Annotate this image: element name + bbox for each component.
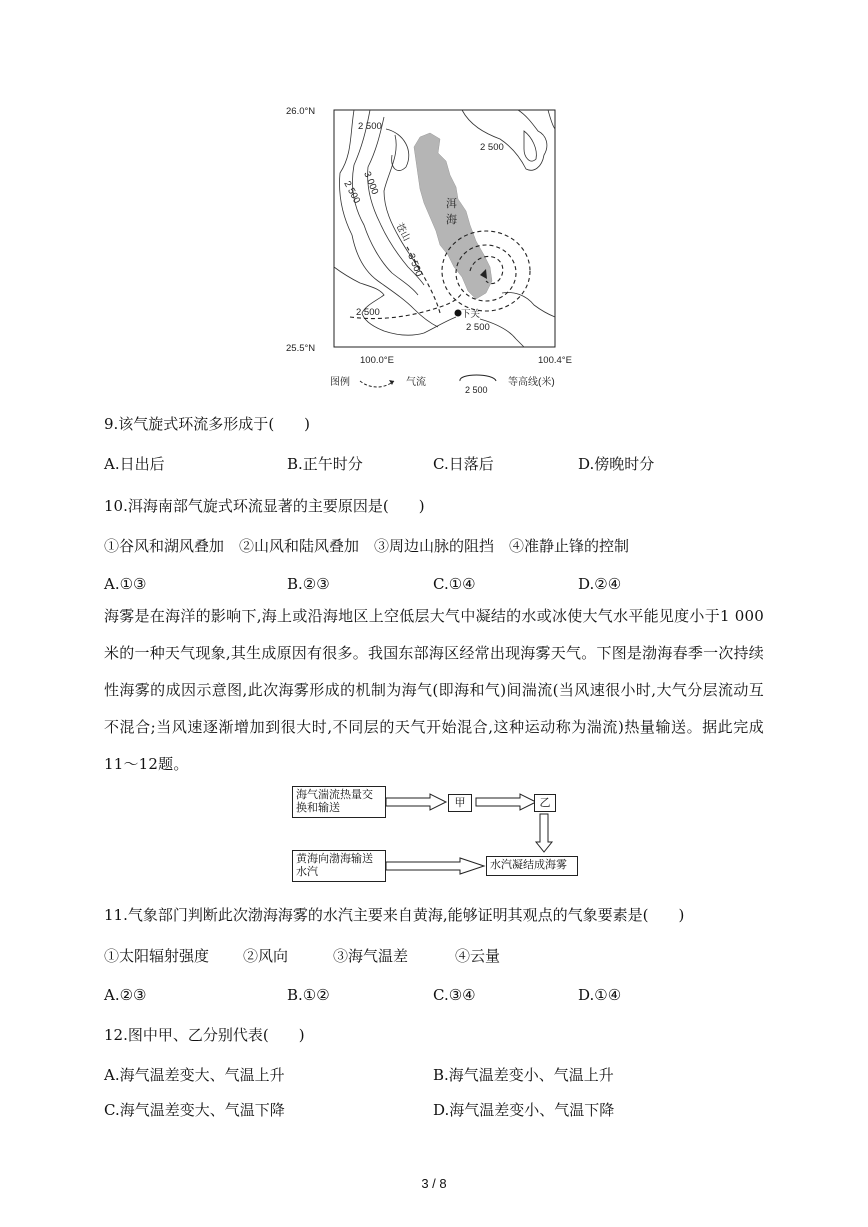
q11-option-c: C.③④ — [433, 986, 476, 1004]
flow-box-vapor-transport: 黄海向渤海输送水汽 — [292, 850, 386, 882]
passage-text: 海雾是在海洋的影响下,海上或沿海地区上空低层大气中凝结的水或冰使大气水平能见度小于1 000米的一种天气现象,其生成原因有很多。我国东部海区经常出现海雾天气。下图是渤海春季一次持续性海雾的成因示意图,此次海雾形成的机制为海气(即海和气)间湍流(当风速很小时,大气分层流动互不混合;当风速逐渐增加到很大时,不同层的天气开始混合,这种运动称为湍流)热量输送。据此完成11～12题。 — [104, 607, 764, 773]
flow-box-heat-exchange: 海气湍流热量交换和输送 — [292, 786, 386, 818]
q11-option-d: D.①④ — [578, 986, 622, 1004]
q12-option-c: C.海气温差变大、气温下降 — [104, 1101, 285, 1119]
q9-option-a: A.日出后 — [104, 455, 165, 473]
lat-bottom-label: 25.5°N — [286, 343, 316, 354]
mountain-label: 苍山 — [393, 221, 412, 244]
q12-stem: 12.图中甲、乙分别代表( ) — [104, 1026, 305, 1044]
q9-option-d: D.傍晚时分 — [578, 455, 655, 473]
q11-option-b: B.①② — [287, 986, 330, 1004]
legend-contour-value: 2 500 — [465, 385, 488, 395]
contour-label-3: 3 000 — [361, 170, 381, 197]
flow-box-fog: 水汽凝结成海雾 — [486, 856, 578, 876]
q10-stem: 10.洱海南部气旋式环流显著的主要原因是( ) — [104, 497, 425, 515]
q11-item-3: ③海气温差 — [333, 947, 409, 965]
q12-option-a: A.海气温差变大、气温上升 — [104, 1066, 285, 1084]
contour-label-7: 2 500 — [466, 322, 490, 333]
q11-stem: 11.气象部门判断此次渤海海雾的水汽主要来自黄海,能够证明其观点的气象要素是( ) — [104, 906, 685, 924]
legend-airflow-label: 气流 — [406, 377, 426, 388]
contour-label-5: 3 500 — [405, 252, 425, 279]
q10-option-a: A.①③ — [104, 575, 147, 593]
q10-option-c: C.①④ — [433, 575, 476, 593]
q10-option-b: B.②③ — [287, 575, 330, 593]
q10-items: ①谷风和湖风叠加 ②山风和陆风叠加 ③周边山脉的阻挡 ④准静止锋的控制 — [104, 537, 630, 555]
q12-option-b: B.海气温差变小、气温上升 — [433, 1066, 614, 1084]
q11-item-2: ②风向 — [243, 947, 289, 965]
contour-label-6: 2 500 — [356, 307, 380, 318]
flow-box-jia: 甲 — [448, 794, 472, 812]
legend-title: 图例 — [330, 377, 350, 388]
legend-contour-label: 等高线(米) — [508, 377, 555, 388]
contour-label-1: 2 500 — [358, 121, 382, 132]
map-svg — [280, 95, 600, 400]
city-label: 下关 — [461, 309, 481, 320]
q11-item-4: ④云量 — [455, 947, 501, 965]
lon-left-label: 100.0°E — [360, 355, 394, 366]
flow-box-yi: 乙 — [534, 794, 556, 812]
q12-option-d: D.海气温差变小、气温下降 — [433, 1101, 615, 1119]
legend-contour-symbol — [460, 375, 496, 381]
lake-label-2: 海 — [446, 214, 457, 226]
q9-option-c: C.日落后 — [433, 455, 494, 473]
contour-label-2: 2 500 — [480, 142, 504, 153]
q11-item-1: ①太阳辐射强度 — [104, 947, 210, 965]
flow-diagram — [290, 786, 590, 882]
lon-right-label: 100.4°E — [538, 355, 572, 366]
lake-label-1: 洱 — [446, 198, 457, 210]
page-number: 3 / 8 — [421, 1176, 447, 1191]
q9-option-b: B.正午时分 — [287, 455, 363, 473]
lat-top-label: 26.0°N — [286, 106, 316, 117]
map-figure — [280, 95, 600, 400]
contour-label-4: 2 500 — [341, 179, 363, 206]
q9-stem: 9.该气旋式环流多形成于( ) — [104, 415, 311, 433]
legend-airflow-symbol — [360, 381, 394, 387]
q10-option-d: D.②④ — [578, 575, 622, 593]
q11-option-a: A.②③ — [104, 986, 147, 1004]
